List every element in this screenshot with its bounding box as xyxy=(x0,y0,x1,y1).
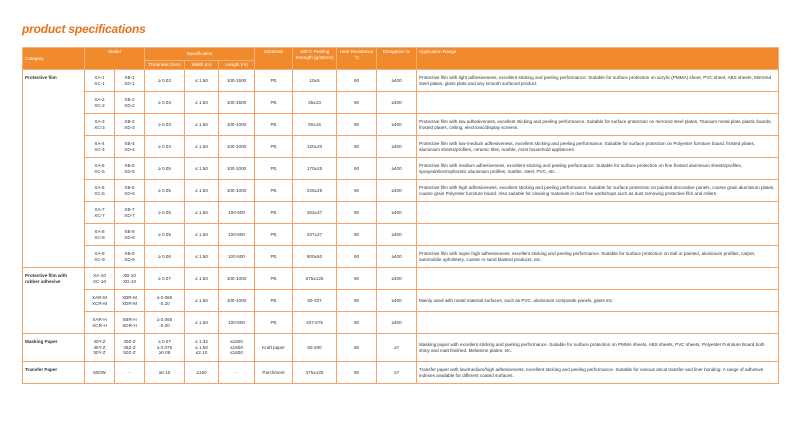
model-a-cell xyxy=(85,362,115,384)
cell-line: ≤ 1.50 xyxy=(195,231,208,237)
cell-line: XD-7 xyxy=(124,212,135,218)
header-peeling: 180°C Peeling Strength (g/25mm) xyxy=(293,48,337,70)
width-cell xyxy=(185,268,219,290)
category-cell: Transfer Paper xyxy=(23,362,85,384)
length-cell xyxy=(219,290,255,312)
model-b-cell xyxy=(115,92,145,114)
cell-line: XA-2 xyxy=(94,96,105,102)
peeling-strength-cell: 337±37 xyxy=(293,224,337,246)
cell-line: XB-1 xyxy=(124,74,135,80)
peeling-strength-cell: 375±125 xyxy=(293,362,337,384)
cell-line: 45Z-Z xyxy=(123,344,136,350)
model-b-cell xyxy=(115,334,145,362)
cell-line: -0.20 xyxy=(159,322,170,328)
cell-line: 40Y-Z xyxy=(93,338,106,344)
heat-resistance-cell: 60 xyxy=(337,92,377,114)
cell-line: XA-10 xyxy=(93,272,106,278)
peeling-strength-cell: 50-200 xyxy=(293,334,337,362)
elongation-cell: ≥400 xyxy=(377,136,417,158)
width-cell xyxy=(185,158,219,180)
cell-line: ≤ 1.50 xyxy=(195,187,208,193)
cell-line: 100-1000 xyxy=(226,275,247,281)
header-heat: Heat Resistance °C xyxy=(337,48,377,70)
substrate-cell: PE xyxy=(255,158,293,180)
cell-line: XC-6 xyxy=(94,190,105,196)
table-row xyxy=(23,180,779,202)
cell-line: ≤ 1.50 xyxy=(195,121,208,127)
table-row xyxy=(23,334,779,362)
cell-line: ≤ 1.50 xyxy=(195,77,208,83)
cell-line: ≥0.08 xyxy=(158,350,171,356)
cell-line: XD-9 xyxy=(124,256,135,262)
cell-line: ≥0.10 xyxy=(158,369,171,375)
cell-line: XB-10 xyxy=(123,272,136,278)
thickness-cell xyxy=(145,362,185,384)
category-cell: Protective film with rubber adhesive xyxy=(23,268,85,334)
length-cell xyxy=(219,362,255,384)
length-cell xyxy=(219,136,255,158)
cell-line: ≥ 0.065 xyxy=(156,316,173,322)
cell-line: - xyxy=(128,369,131,375)
cell-line: ≤ 1.50 xyxy=(195,209,208,215)
width-cell xyxy=(185,312,219,334)
peeling-strength-cell: 262±37 xyxy=(293,202,337,224)
elongation-cell: ≥400 xyxy=(377,70,417,92)
model-a-cell xyxy=(85,70,115,92)
cell-line: XC-2 xyxy=(94,102,105,108)
application-range-cell: Protective film with low adhesiveness, excellent sticking and peeling performance. Suitable for surface protection on mirrored steel plates, Titanium metal plate plastic boards, frosted plates, ceiling, electronic/display screens. xyxy=(417,114,779,136)
application-range-cell xyxy=(417,312,779,334)
cell-line: ≤150 xyxy=(196,369,207,375)
heat-resistance-cell: 60 xyxy=(337,246,377,268)
cell-line: ≤ 1.50 xyxy=(195,143,208,149)
model-b-cell xyxy=(115,246,145,268)
thickness-cell xyxy=(145,180,185,202)
peeling-strength-cell: 225±25 xyxy=(293,180,337,202)
application-range-cell xyxy=(417,202,779,224)
spec-table xyxy=(22,47,779,384)
cell-line: ≥ 0.05 xyxy=(158,209,171,215)
length-cell xyxy=(219,246,255,268)
heat-resistance-cell: 60 xyxy=(337,70,377,92)
cell-line: XA-3 xyxy=(94,118,105,124)
header-thickness: Thickness (mm) xyxy=(145,61,185,70)
cell-line: XA-7 xyxy=(94,206,105,212)
cell-line: XBR-H xyxy=(122,316,137,322)
heat-resistance-cell: 60 xyxy=(337,114,377,136)
table-row xyxy=(23,202,779,224)
cell-line: XD-3 xyxy=(124,124,135,130)
cell-line: ≥ 0.075 xyxy=(156,344,173,350)
elongation-cell: ≥400 xyxy=(377,312,417,334)
width-cell xyxy=(185,246,219,268)
cell-line: XA-9 xyxy=(94,250,105,256)
substrate-cell: PE xyxy=(255,92,293,114)
width-cell xyxy=(185,70,219,92)
table-row xyxy=(23,268,779,290)
cell-line: XAR-M xyxy=(92,294,107,300)
header-specification: Specification xyxy=(145,48,255,61)
length-cell xyxy=(219,224,255,246)
model-a-cell xyxy=(85,180,115,202)
model-a-cell xyxy=(85,92,115,114)
cell-line: 100-1000 xyxy=(226,187,247,193)
cell-line: XA-5 xyxy=(94,162,105,168)
table-row xyxy=(23,246,779,268)
width-cell xyxy=(185,362,219,384)
cell-line: 100-600 xyxy=(228,209,245,215)
width-cell xyxy=(185,202,219,224)
cell-line: XC-7 xyxy=(94,212,105,218)
cell-line: ≤1600 xyxy=(230,338,243,344)
table-row xyxy=(23,312,779,334)
model-a-cell xyxy=(85,158,115,180)
cell-line: XB-7 xyxy=(124,206,135,212)
substrate-cell: Parchment xyxy=(255,362,293,384)
cell-line: XB-5 xyxy=(124,162,135,168)
cell-line: XD-6 xyxy=(124,190,135,196)
peeling-strength-cell: 50-337 xyxy=(293,290,337,312)
table-row xyxy=(23,224,779,246)
cell-line: ≤ 1.50 xyxy=(195,319,208,325)
elongation-cell: ≥400 xyxy=(377,114,417,136)
model-a-cell xyxy=(85,136,115,158)
header-substrate: Substrate xyxy=(255,48,293,70)
model-a-cell xyxy=(85,246,115,268)
substrate-cell: PE xyxy=(255,312,293,334)
substrate-cell: PE xyxy=(255,290,293,312)
model-b-cell xyxy=(115,290,145,312)
thickness-cell xyxy=(145,136,185,158)
cell-line: ≤1600 xyxy=(230,350,243,356)
heat-resistance-cell: 60 xyxy=(337,224,377,246)
model-b-cell xyxy=(115,114,145,136)
cell-line: ≥ 0.03 xyxy=(158,121,171,127)
model-a-cell xyxy=(85,268,115,290)
cell-line: 100-500 xyxy=(228,319,245,325)
spec-table-body xyxy=(23,70,779,384)
cell-line: -0.20 xyxy=(159,300,170,306)
model-a-cell xyxy=(85,224,115,246)
peeling-strength-cell: 337-675 xyxy=(293,312,337,334)
application-range-cell xyxy=(417,268,779,290)
width-cell xyxy=(185,334,219,362)
cell-line: XD-5 xyxy=(124,168,135,174)
heat-resistance-cell: 60 xyxy=(337,268,377,290)
cell-line: XB-6 xyxy=(124,184,135,190)
model-a-cell xyxy=(85,114,115,136)
thickness-cell xyxy=(145,70,185,92)
category-cell: Masking Paper xyxy=(23,334,85,362)
cell-line: XB-3 xyxy=(124,118,135,124)
model-b-cell xyxy=(115,136,145,158)
model-a-cell xyxy=(85,334,115,362)
header-width: Width (m) xyxy=(185,61,219,70)
substrate-cell: Kraft paper xyxy=(255,334,293,362)
header-length: Length (m) xyxy=(219,61,255,70)
category-cell: Protective film xyxy=(23,70,85,268)
cell-line: 100-1500 xyxy=(226,77,247,83)
cell-line: XBR-M xyxy=(122,294,137,300)
table-row xyxy=(23,362,779,384)
cell-line: 40Z-Z xyxy=(123,338,136,344)
substrate-cell: PE xyxy=(255,136,293,158)
cell-line: XB-9 xyxy=(124,250,135,256)
width-cell xyxy=(185,224,219,246)
cell-line: XC-5 xyxy=(94,168,105,174)
cell-line: XB-8 xyxy=(124,228,135,234)
length-cell xyxy=(219,70,255,92)
substrate-cell: PE xyxy=(255,224,293,246)
cell-line: ≤1600 xyxy=(230,344,243,350)
thickness-cell xyxy=(145,224,185,246)
heat-resistance-cell: 60 xyxy=(337,290,377,312)
cell-line: ≤ 1.50 xyxy=(195,165,208,171)
header-model: Model xyxy=(85,48,145,70)
application-range-cell: Protective film with high adhesiveness, excellent sticking and peeling performance. Suitable for surface protection on painted decorative panels, coarse grain aluminium plates, coarse grain Polyester furniture board. Also suitable for cleaning materials in dust free workshops such as dust removing protective film and rollers. xyxy=(417,180,779,202)
cell-line: XA-8 xyxy=(94,228,105,234)
substrate-cell: PE xyxy=(255,268,293,290)
model-a-cell xyxy=(85,290,115,312)
cell-line: XDR-H xyxy=(122,322,137,328)
cell-line: 100-600 xyxy=(228,231,245,237)
model-a-cell xyxy=(85,202,115,224)
thickness-cell xyxy=(145,114,185,136)
length-cell xyxy=(219,92,255,114)
cell-line: XB-2 xyxy=(124,96,135,102)
model-b-cell xyxy=(115,312,145,334)
cell-line: 50DW xyxy=(93,369,106,375)
length-cell xyxy=(219,312,255,334)
cell-line: 100-500 xyxy=(228,253,245,259)
cell-line: ≤ 1.50 xyxy=(195,297,208,303)
heat-resistance-cell: 60 xyxy=(337,158,377,180)
cell-line: ≤ 1.50 xyxy=(195,275,208,281)
cell-line: XC-3 xyxy=(94,124,105,130)
width-cell xyxy=(185,114,219,136)
table-row xyxy=(23,290,779,312)
header-application: Application Range xyxy=(417,48,779,70)
elongation-cell: ≥400 xyxy=(377,290,417,312)
model-b-cell xyxy=(115,268,145,290)
cell-line: 45Y-Z xyxy=(93,344,106,350)
substrate-cell: PE xyxy=(255,70,293,92)
cell-line: ≥ 0.065 xyxy=(156,294,173,300)
header-category: Category xyxy=(23,48,85,70)
width-cell xyxy=(185,136,219,158)
cell-line: XAR-H xyxy=(92,316,107,322)
cell-line: ≥ 0.07 xyxy=(158,338,171,344)
cell-line: XA-4 xyxy=(94,140,105,146)
cell-line: 100-1000 xyxy=(226,297,247,303)
cell-line: ≤ 1.50 xyxy=(195,344,208,350)
application-range-cell: Masking paper with excellent sticking and peeling performance. Suitable for surface protection on PMMA sheets, ABS sheets, PVC sheets, Polyester Furniture Board both shiny and matt finished. Melamine plates, etc. xyxy=(417,334,779,362)
cell-line: XD-8 xyxy=(124,234,135,240)
thickness-cell xyxy=(145,202,185,224)
model-b-cell xyxy=(115,224,145,246)
heat-resistance-cell: 60 xyxy=(337,312,377,334)
table-row xyxy=(23,158,779,180)
width-cell xyxy=(185,290,219,312)
cell-line: XD-1 xyxy=(124,80,135,86)
cell-line: XD-4 xyxy=(124,146,135,152)
thickness-cell xyxy=(145,268,185,290)
thickness-cell xyxy=(145,312,185,334)
cell-line: ≥ 0.06 xyxy=(158,253,171,259)
model-b-cell xyxy=(115,202,145,224)
model-b-cell xyxy=(115,158,145,180)
peeling-strength-cell: 35±10 xyxy=(293,92,337,114)
elongation-cell: ≥400 xyxy=(377,180,417,202)
heat-resistance-cell: 60 xyxy=(337,136,377,158)
length-cell xyxy=(219,158,255,180)
cell-line: ≥ 0.03 xyxy=(158,77,171,83)
heat-resistance-cell: 60 xyxy=(337,362,377,384)
peeling-strength-cell: 10±5 xyxy=(293,70,337,92)
header-elongation: Elongation % xyxy=(377,48,417,70)
table-row xyxy=(23,114,779,136)
elongation-cell: ≥7 xyxy=(377,334,417,362)
elongation-cell: ≥400 xyxy=(377,202,417,224)
length-cell xyxy=(219,180,255,202)
cell-line: - xyxy=(235,369,238,375)
page-title: product specifications xyxy=(22,22,146,36)
cell-line: ≤ 1.50 xyxy=(195,253,208,259)
cell-line: 50Y-Z xyxy=(93,350,106,356)
cell-line: ≥ 0.05 xyxy=(158,187,171,193)
cell-line: ≥ 0.03 xyxy=(158,99,171,105)
peeling-strength-cell: 90±15 xyxy=(293,114,337,136)
cell-line: XA-1 xyxy=(94,74,105,80)
cell-line: XB-4 xyxy=(124,140,135,146)
application-range-cell: Protective film with light adhesiveness, excellent sticking and peeling performance. Suitable for surface protection on acrylic (PMMA) sheet, PVC sheet, ABS sheets, Mirrored steel plates, glass plate and any smooth surfaced product. xyxy=(417,70,779,92)
cell-line: ≤2.10 xyxy=(195,350,208,356)
table-row xyxy=(23,136,779,158)
peeling-strength-cell: 120±20 xyxy=(293,136,337,158)
elongation-cell: ≥400 xyxy=(377,246,417,268)
cell-line: ≥ 0.05 xyxy=(158,165,171,171)
cell-line: 100-1000 xyxy=(226,121,247,127)
heat-resistance-cell: 60 xyxy=(337,334,377,362)
length-cell xyxy=(219,334,255,362)
elongation-cell: ≥7 xyxy=(377,362,417,384)
cell-line: XCR-M xyxy=(91,300,108,306)
cell-line: ≤ 1.32 xyxy=(195,338,208,344)
model-b-cell xyxy=(115,362,145,384)
elongation-cell: ≥400 xyxy=(377,268,417,290)
thickness-cell xyxy=(145,290,185,312)
application-range-cell xyxy=(417,92,779,114)
application-range-cell: Mainly used with metal material surfaces, such as PVC, aluminium composite panels, glass etc. xyxy=(417,290,779,312)
heat-resistance-cell: 60 xyxy=(337,202,377,224)
table-row xyxy=(23,92,779,114)
substrate-cell: PE xyxy=(255,180,293,202)
cell-line: 100-1000 xyxy=(226,143,247,149)
model-b-cell xyxy=(115,180,145,202)
peeling-strength-cell: 500±50 xyxy=(293,246,337,268)
cell-line: ≥ 0.05 xyxy=(158,231,171,237)
cell-line: XC-4 xyxy=(94,146,105,152)
model-a-cell xyxy=(85,312,115,334)
peeling-strength-cell: 170±25 xyxy=(293,158,337,180)
elongation-cell: ≥400 xyxy=(377,92,417,114)
model-b-cell xyxy=(115,70,145,92)
cell-line: 100-1000 xyxy=(226,165,247,171)
thickness-cell xyxy=(145,246,185,268)
thickness-cell xyxy=(145,334,185,362)
thickness-cell xyxy=(145,92,185,114)
application-range-cell xyxy=(417,224,779,246)
elongation-cell: ≥400 xyxy=(377,224,417,246)
length-cell xyxy=(219,202,255,224)
substrate-cell: PE xyxy=(255,202,293,224)
cell-line: XC-10 xyxy=(92,278,107,284)
application-range-cell: Protective film with super high adhesiveness, excellent sticking and peeling performance. Suitable for surface protection on dull or painted, aluminium profiles, carpet, automobile upholstery, coarse or sand blasted products, etc. xyxy=(417,246,779,268)
cell-line: 50Z-Z xyxy=(123,350,136,356)
cell-line: ≥ 0.07 xyxy=(158,275,171,281)
cell-line: XD-10 xyxy=(122,278,137,284)
thickness-cell xyxy=(145,158,185,180)
peeling-strength-cell: 675±125 xyxy=(293,268,337,290)
application-range-cell: Protective film with low-medium adhesiveness, excellent sticking and peeling performance. Suitable for surface protection on Polyester furniture board, frosted plates, aluminium sheets/profiles, ceramic tiles, marble, most household appliances. xyxy=(417,136,779,158)
elongation-cell: ≥400 xyxy=(377,158,417,180)
cell-line: XC-1 xyxy=(94,80,105,86)
width-cell xyxy=(185,92,219,114)
cell-line: XCR-H xyxy=(92,322,107,328)
cell-line: ≥ 0.03 xyxy=(158,143,171,149)
length-cell xyxy=(219,114,255,136)
substrate-cell: PE xyxy=(255,246,293,268)
cell-line: 100-1500 xyxy=(226,99,247,105)
cell-line: XC-9 xyxy=(94,256,105,262)
width-cell xyxy=(185,180,219,202)
cell-line: ≤ 1.50 xyxy=(195,99,208,105)
heat-resistance-cell: 60 xyxy=(337,180,377,202)
cell-line: XD-2 xyxy=(124,102,135,108)
application-range-cell: Transfer paper with low/medium/high adhesiveness, excellent sticking and peeling performance. Suitable for various decal transfer and liner bonding. A range of adhesive indexes available for different coated surfaces. xyxy=(417,362,779,384)
application-range-cell: Protective film with medium adhesiveness, excellent sticking and peeling performance. Suitable for surface protection on fine frosted aluminium sheets/profiles, sprayed/electrophoretic aluminium profiles, marble, steel, PVC, etc. xyxy=(417,158,779,180)
substrate-cell: PE xyxy=(255,114,293,136)
cell-line: XDR-M xyxy=(121,300,138,306)
cell-line: XC-8 xyxy=(94,234,105,240)
length-cell xyxy=(219,268,255,290)
cell-line: XA-6 xyxy=(94,184,105,190)
table-row xyxy=(23,70,779,92)
